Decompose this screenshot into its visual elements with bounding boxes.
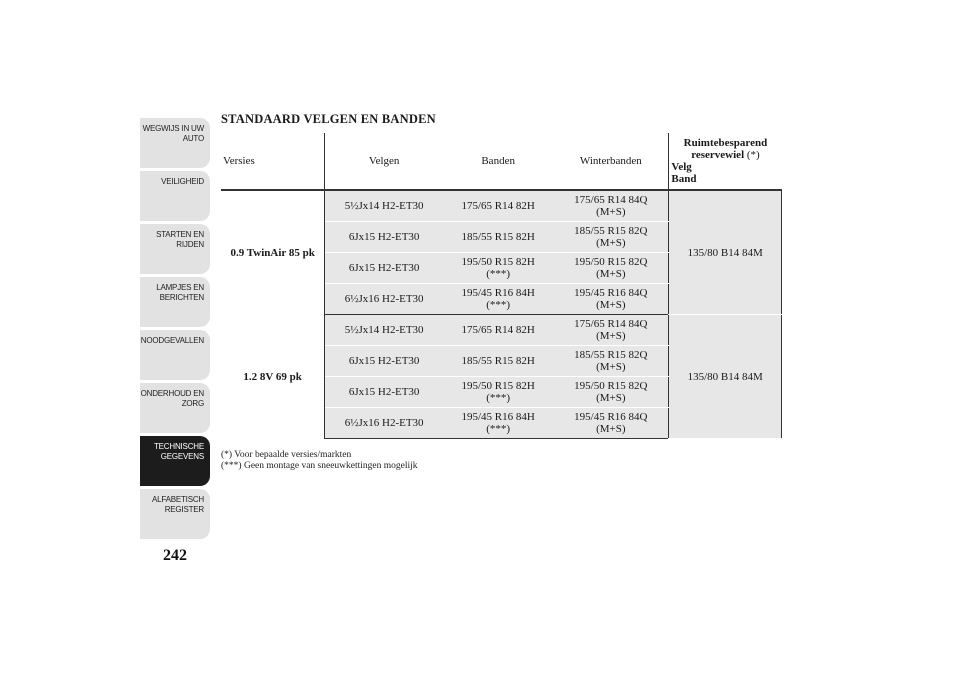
- tire-size: 175/65 R14 82H: [461, 324, 535, 336]
- tab-label: AUTO: [182, 134, 204, 143]
- winter-size: 185/55 R15 82Q: [574, 225, 648, 237]
- winter-note: (M+S): [596, 423, 626, 435]
- header-spare-line4: Band: [671, 173, 697, 185]
- tab-label: WEGWIJS IN UW: [142, 124, 204, 133]
- tire-size: 185/55 R15 82H: [461, 355, 535, 367]
- header-spare-line3: Velg: [671, 161, 692, 173]
- tire-size: 175/65 R14 82H: [461, 200, 535, 212]
- winter-cell: [553, 284, 669, 315]
- tab-label: GEGEVENS: [160, 452, 204, 461]
- winter-size: 175/65 R14 84Q: [574, 318, 648, 330]
- header-spare-asterisk: (*): [746, 149, 760, 161]
- tire-cell: [443, 377, 553, 408]
- rim-cell: 6Jx15 H2-ET30: [325, 346, 443, 377]
- tab-label: NOODGEVALLEN: [140, 336, 204, 345]
- winter-cell: [553, 253, 669, 284]
- rim-cell: 5½Jx14 H2-ET30: [325, 190, 443, 222]
- spare-cell: 135/80 B14 84M: [669, 190, 782, 315]
- page-title: STANDAARD VELGEN EN BANDEN: [221, 112, 436, 126]
- footnote: (*) Voor bepaalde versies/markten: [221, 450, 352, 460]
- winter-cell: [553, 222, 669, 253]
- winter-size: 195/50 R15 82Q: [574, 380, 648, 392]
- tab-label: STARTEN EN: [156, 230, 204, 239]
- tab-label: TECHNISCHE: [153, 442, 204, 451]
- rim-cell: 5½Jx14 H2-ET30: [325, 315, 443, 346]
- winter-size: 195/45 R16 84Q: [574, 287, 648, 299]
- tab-wegwijs-in-uw-auto[interactable]: [140, 118, 210, 168]
- header-spare-line1: Ruimtebesparend: [683, 137, 768, 149]
- table-row: [221, 190, 782, 222]
- tab-label: LAMPJES EN: [156, 283, 204, 292]
- header-rims: Velgen: [325, 133, 443, 190]
- winter-cell: [553, 190, 669, 222]
- rim-cell: 6Jx15 H2-ET30: [325, 222, 443, 253]
- tab-label: RIJDEN: [176, 240, 204, 249]
- tire-size: 195/50 R15 82H: [461, 380, 535, 392]
- tab-onderhoud-en-zorg[interactable]: [140, 383, 210, 433]
- tire-cell: [443, 253, 553, 284]
- table-header-row: [221, 133, 782, 190]
- winter-cell: [553, 346, 669, 377]
- tire-note: (***): [486, 299, 511, 311]
- spare-cell: 135/80 B14 84M: [669, 315, 782, 439]
- tire-size: 195/45 R16 84H: [461, 411, 535, 423]
- header-spare-line2: reservewiel: [691, 149, 745, 161]
- tab-label: VEILIGHEID: [161, 177, 204, 186]
- tire-size: 195/45 R16 84H: [461, 287, 535, 299]
- tire-cell: [443, 284, 553, 315]
- winter-note: (M+S): [596, 237, 626, 249]
- tab-veiligheid[interactable]: [140, 171, 210, 221]
- header-versions: Versies: [223, 155, 255, 167]
- winter-note: (M+S): [596, 268, 626, 280]
- tire-size: 195/50 R15 82H: [461, 256, 535, 268]
- tire-note: (***): [486, 423, 511, 435]
- winter-size: 195/45 R16 84Q: [574, 411, 648, 423]
- tab-label: BERICHTEN: [159, 293, 204, 302]
- tire-cell: [443, 222, 553, 253]
- tire-cell: [443, 315, 553, 346]
- winter-note: (M+S): [596, 361, 626, 373]
- tab-technische-gegevens[interactable]: [140, 436, 210, 486]
- version-cell: 0.9 TwinAir 85 pk: [221, 190, 325, 315]
- tab-lampjes-en-berichten[interactable]: [140, 277, 210, 327]
- winter-note: (M+S): [596, 299, 626, 311]
- rim-cell: 6½Jx16 H2-ET30: [325, 284, 443, 315]
- table-row: [221, 315, 782, 346]
- winter-size: 195/50 R15 82Q: [574, 256, 648, 268]
- winter-cell: [553, 377, 669, 408]
- tire-cell: [443, 346, 553, 377]
- rims-tires-table: [221, 133, 782, 439]
- tab-label: ZORG: [181, 399, 204, 408]
- tire-cell: [443, 190, 553, 222]
- winter-note: (M+S): [596, 392, 626, 404]
- tab-noodgevallen[interactable]: [140, 330, 210, 380]
- header-winter: Winterbanden: [579, 155, 642, 167]
- tire-note: (***): [486, 392, 511, 404]
- tire-size: 185/55 R15 82H: [461, 231, 535, 243]
- winter-cell: [553, 315, 669, 346]
- tire-note: (***): [486, 268, 511, 280]
- footnote: (***) Geen montage van sneeuwkettingen mogelijk: [221, 461, 418, 471]
- footnotes: [221, 450, 418, 472]
- tab-alfabetisch-register[interactable]: [140, 489, 210, 539]
- winter-cell: [553, 408, 669, 439]
- winter-size: 185/55 R15 82Q: [574, 349, 648, 361]
- version-cell: 1.2 8V 69 pk: [221, 315, 325, 439]
- tab-label: REGISTER: [164, 505, 204, 514]
- winter-note: (M+S): [596, 206, 626, 218]
- rim-cell: 6½Jx16 H2-ET30: [325, 408, 443, 439]
- winter-size: 175/65 R14 84Q: [574, 194, 648, 206]
- tab-label: ONDERHOUD EN: [140, 389, 204, 398]
- header-spare: [669, 133, 782, 190]
- tab-starten-en-rijden[interactable]: [140, 224, 210, 274]
- winter-note: (M+S): [596, 330, 626, 342]
- header-tires: Banden: [481, 155, 515, 167]
- tire-cell: [443, 408, 553, 439]
- page-number: 242: [163, 547, 187, 564]
- rim-cell: 6Jx15 H2-ET30: [325, 253, 443, 284]
- rim-cell: 6Jx15 H2-ET30: [325, 377, 443, 408]
- tab-label: ALFABETISCH: [151, 495, 204, 504]
